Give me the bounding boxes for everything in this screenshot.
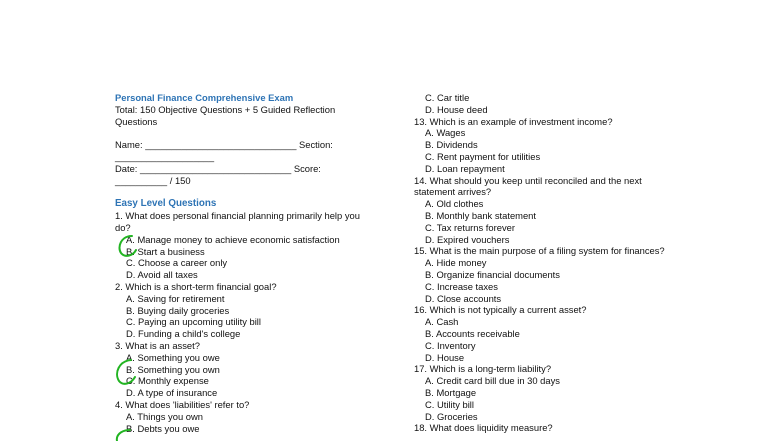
answer-option: D. House deed [425, 103, 488, 115]
question-text: 13. Which is an example of investment income? [414, 115, 613, 127]
answer-option: B. Mortgage [425, 386, 477, 398]
date-field: Date: _____________________________ Score: [115, 162, 321, 174]
answer-option: B. Buying daily groceries [126, 304, 230, 316]
answer-option: B. Something you own [126, 363, 220, 375]
answer-option: A. Cash [425, 316, 459, 328]
answer-option: B. Monthly bank statement [425, 209, 536, 221]
question-text: 16. Which is not typically a current asset? [414, 304, 587, 316]
exam-total: Total: 150 Objective Questions + 5 Guided Reflection Questions [115, 103, 336, 127]
question-text: 2. Which is a short-term financial goal? [115, 280, 277, 292]
answer-option: A. Old clothes [425, 198, 484, 210]
question-text: 4. What does 'liabilities' refer to? [115, 398, 250, 410]
name-field: Name: _____________________________ Section: [115, 139, 333, 151]
exam-title: Personal Finance Comprehensive Exam [115, 92, 294, 103]
answer-option: A. Saving for retirement [126, 292, 225, 304]
answer-option: D. Close accounts [425, 292, 502, 304]
answer-option: D. Expired vouchers [425, 233, 510, 245]
answer-option: A. Something you owe [126, 351, 220, 363]
left-question-list [115, 210, 375, 434]
answer-option: B. Start a business [126, 245, 205, 257]
answer-option: C. Monthly expense [126, 375, 209, 387]
answer-option: C. Choose a career only [126, 257, 228, 269]
section-heading-easy: Easy Level Questions [115, 198, 217, 210]
answer-option: C. Tax returns forever [425, 221, 515, 233]
right-question-list [414, 116, 684, 435]
answer-option: C. Paying an upcoming utility bill [126, 316, 261, 328]
continued-options [414, 92, 684, 116]
answer-option: D. Avoid all taxes [126, 269, 198, 281]
score-field: __________ / 150 [115, 174, 191, 186]
answer-option: D. Funding a child's college [126, 328, 241, 340]
answer-option: D. A type of insurance [126, 387, 218, 399]
answer-option: C. Car title [425, 92, 470, 103]
answer-option: A. Wages [425, 127, 466, 139]
answer-option: A. Hide money [425, 257, 487, 269]
answer-option: A. Things you own [126, 410, 203, 422]
answer-option: B. Organize financial documents [425, 268, 560, 280]
question-text: 18. What does liquidity measure? [414, 422, 553, 434]
answer-option: B. Debts you owe [126, 422, 200, 434]
answer-option: D. Groceries [425, 410, 478, 422]
right-column [414, 92, 684, 434]
answer-option: D. Loan repayment [425, 162, 505, 174]
question-text: 17. Which is a long-term liability? [414, 363, 552, 375]
section-field-line: ___________________ [115, 150, 215, 162]
answer-option: A. Credit card bill due in 30 days [425, 375, 560, 387]
question-text: 1. What does personal financial planning primarily help you do? [115, 210, 360, 233]
question-text: 15. What is the main purpose of a filing system for finances? [414, 245, 665, 257]
answer-option: C. Inventory [425, 339, 476, 351]
answer-option: D. House [425, 351, 465, 363]
answer-option: A. Manage money to achieve economic satisfaction [126, 233, 340, 245]
question-text: 14. What should you keep until reconciled and the next statement arrives? [414, 174, 642, 198]
answer-option: B. Dividends [425, 139, 478, 151]
answer-option: C. Increase taxes [425, 280, 498, 292]
answer-option: B. Accounts receivable [425, 327, 520, 339]
question-text: 3. What is an asset? [115, 339, 200, 351]
answer-option: C. Utility bill [425, 398, 474, 410]
answer-option: C. Rent payment for utilities [425, 150, 541, 162]
left-column [115, 92, 375, 434]
